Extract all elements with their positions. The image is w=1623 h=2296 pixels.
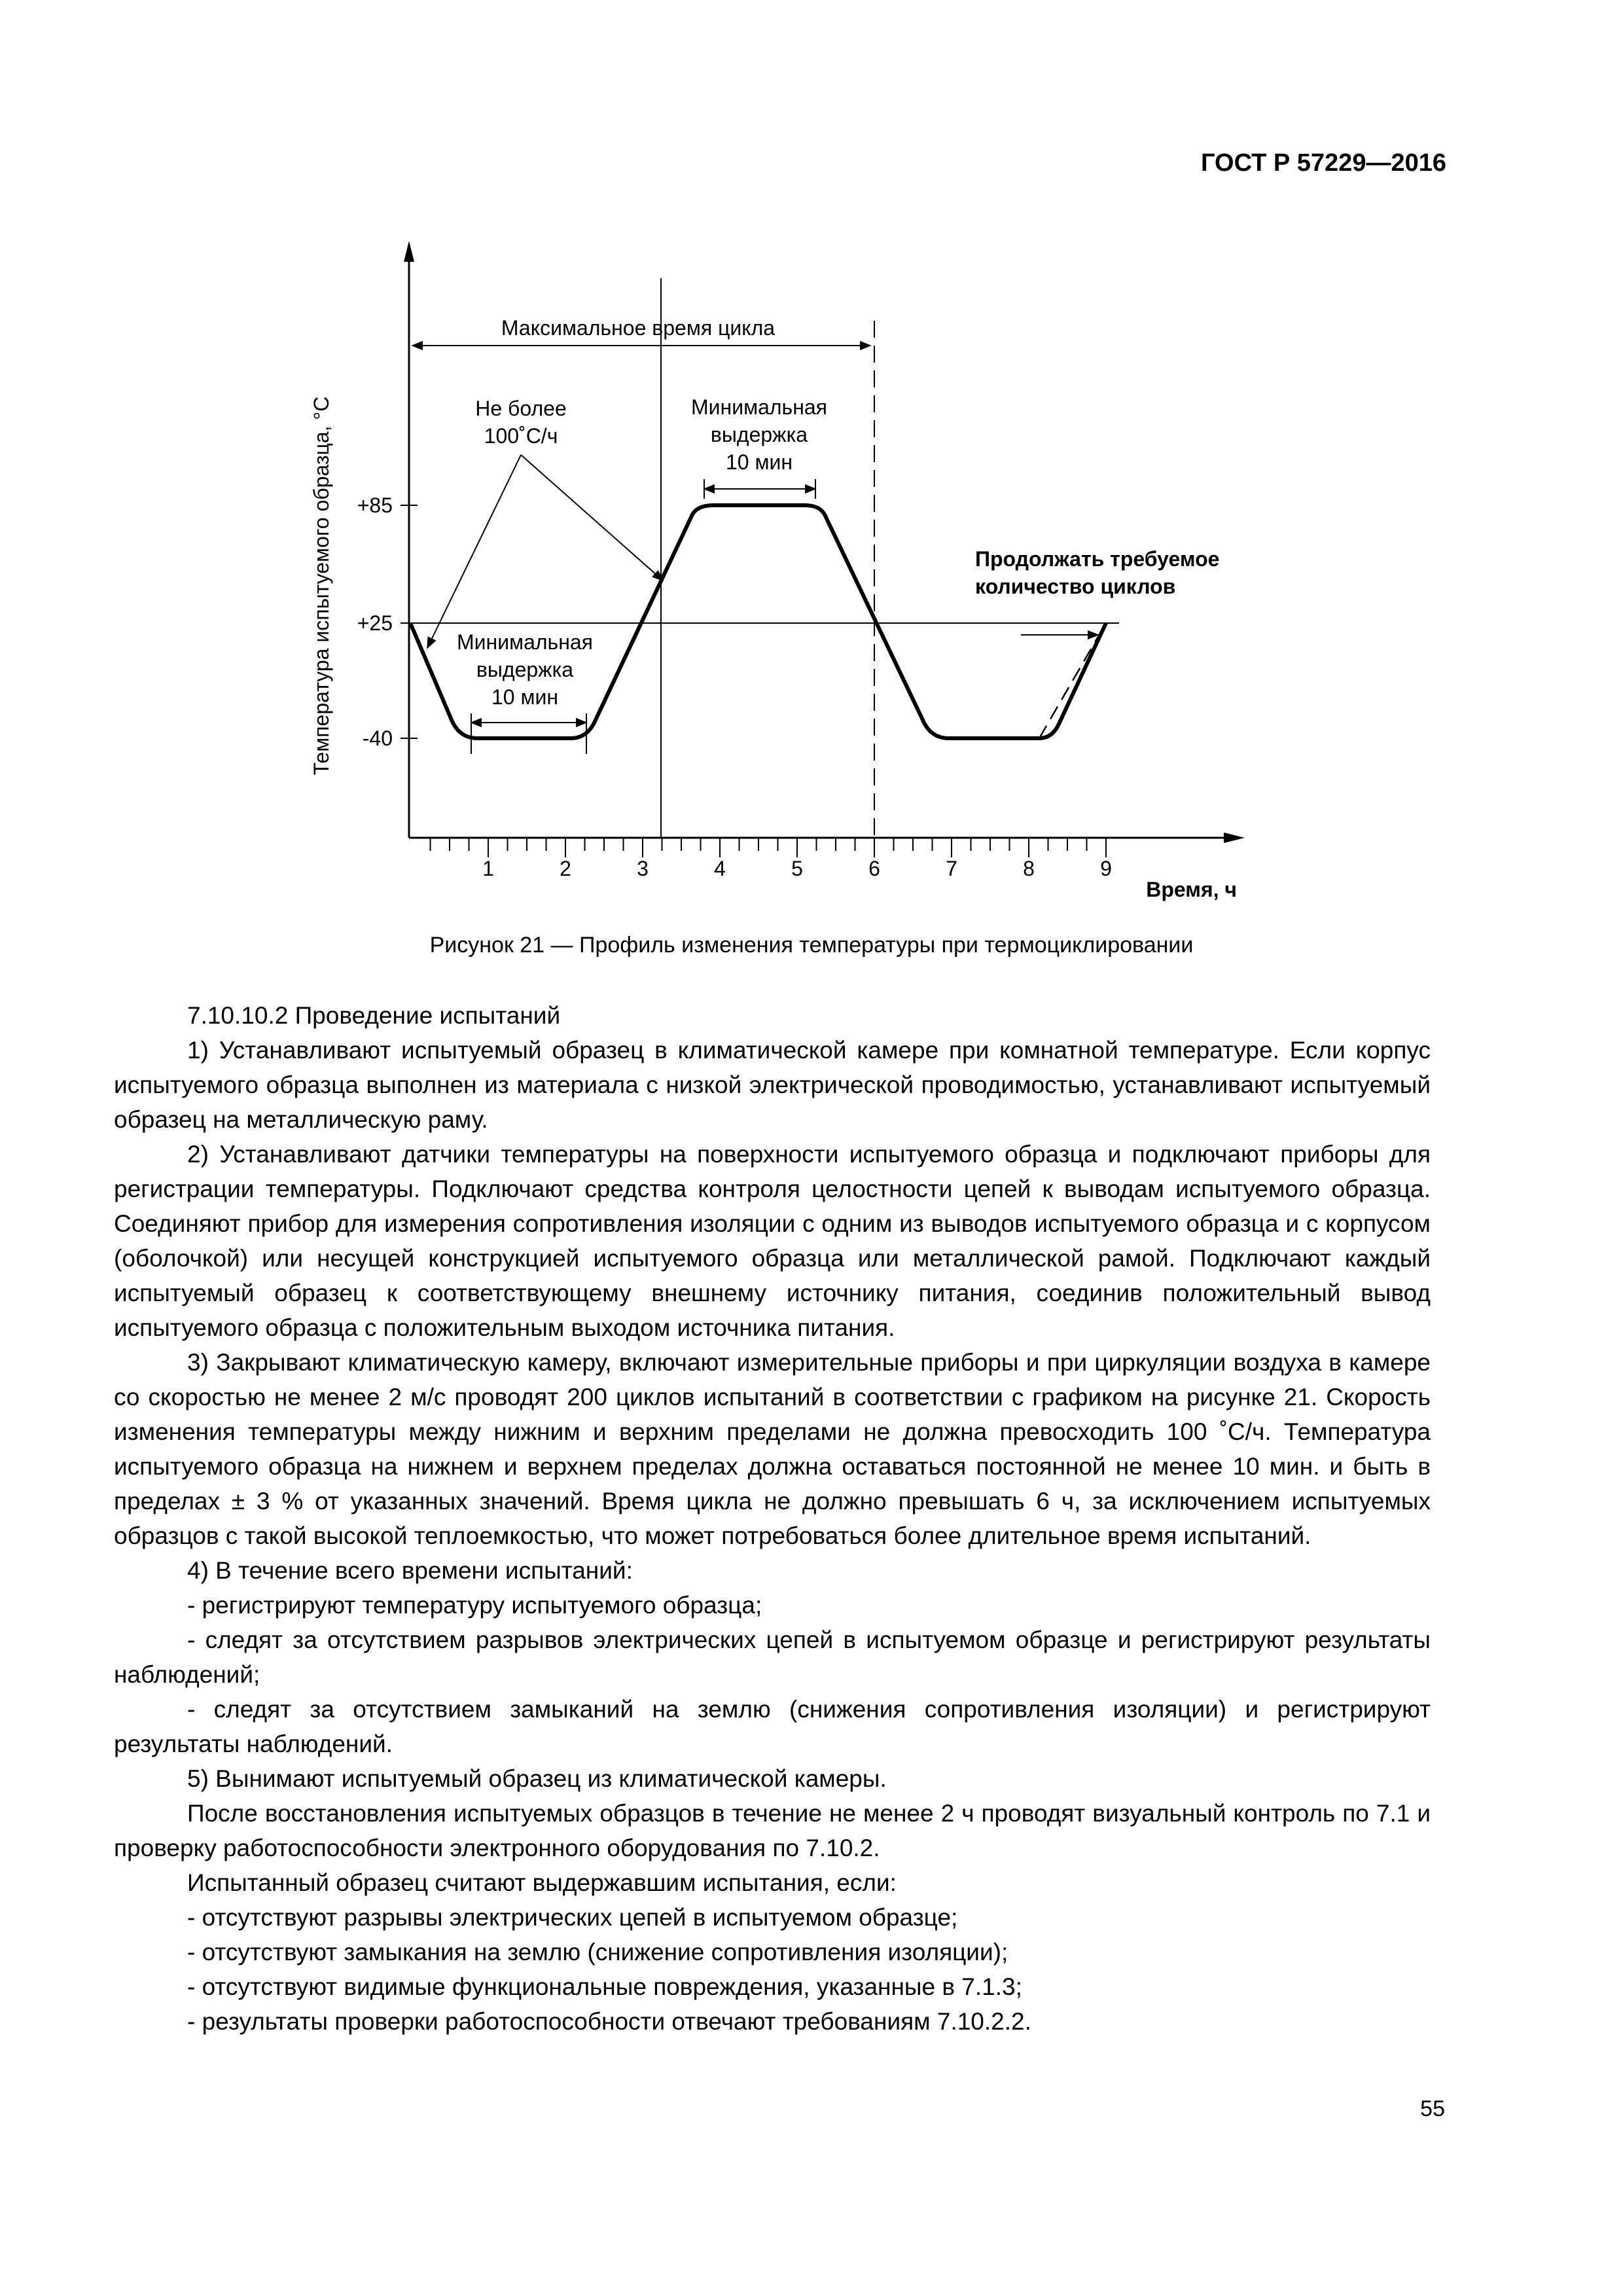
section-body	[114, 998, 1431, 2039]
dwell-bottom-line1: Минимальная	[456, 630, 594, 654]
paragraph-7: Испытанный образец считают выдержавшим испытания, если:	[187, 1869, 897, 1896]
rate-pointer-left	[427, 455, 521, 648]
y-axis-arrow	[404, 241, 414, 262]
y-axis-label: Температура испытуемого образца, °С	[310, 396, 333, 776]
rate-label-line1: Не более	[475, 397, 567, 420]
rate-pointer-right	[521, 455, 663, 581]
x-tick-label-4: 4	[714, 857, 726, 880]
continue-label-line1: Продолжать требуемое	[975, 547, 1220, 571]
x-tick-label-1: 1	[482, 857, 494, 880]
max-cycle-time-label: Максимальное время цикла	[501, 316, 776, 340]
section-heading: 7.10.10.2 Проведение испытаний	[187, 1002, 561, 1029]
x-axis-label: Время, ч	[1146, 878, 1237, 901]
temperature-profile-figure	[288, 223, 1309, 910]
alternate-profile-dashed	[1039, 623, 1106, 738]
list-item: - следят за отсутствием замыканий на землю (снижения сопротивления изоляции) и регистрируют результаты наблюдений.	[114, 1696, 1431, 1757]
document-header: ГОСТ Р 57229—2016	[1201, 149, 1446, 177]
y-tick-label-25: +25	[357, 611, 393, 635]
x-axis-arrow	[1224, 833, 1245, 843]
paragraph-2: 2) Устанавливают датчики температуры на поверхности испытуемого образца и подключают приборы для регистрации температуры. Подключают средства контроля целостности цепей к выводам испытуемого образца. Соединяют прибор для измерения сопротивления изоляции с одним из выводов испытуемого образца и с корпусом (оболочкой) или несущей конструкцией испытуемого образца или металлической рамой. Подключают каждый испытуемый образец к соответствующему внешнему источнику питания, соединив положительный вывод испытуемого образца с положительным выходом источника питания.	[114, 1141, 1431, 1341]
list-item: - отсутствуют разрывы электрических цепей в испытуемом образце;	[187, 1904, 958, 1931]
page-number: 55	[1420, 2096, 1445, 2121]
temperature-profile-chart	[288, 223, 1309, 910]
continue-label-line2: количество циклов	[975, 575, 1176, 598]
x-tick-label-6: 6	[868, 857, 880, 880]
dwell-top-line3: 10 мин	[725, 450, 793, 474]
paragraph-6: После восстановления испытуемых образцов в течение не менее 2 ч проводят визуальный контроль по 7.1 и проверку работоспособности электронного оборудования по 7.10.2.	[114, 1800, 1431, 1861]
paragraph-1: 1) Устанавливают испытуемый образец в климатической камере при комнатной температуре. Если корпус испытуемого образца выполнен из материала с низкой электрической проводимостью, устанавливают испытуемый образец на металлическую раму.	[114, 1037, 1431, 1133]
paragraph-3: 3) Закрывают климатическую камеру, включают измерительные приборы и при циркуляции воздуха в камере со скоростью не менее 2 м/с проводят 200 циклов испытаний в соответствии с графиком на рисунке 21. Скорость изменения температуры между нижним и верхним пределами не должна превосходить 100 ˚С/ч. Температура испытуемого образца на нижнем и верхнем пределах должна оставаться постоянной не менее 10 мин. и быть в пределах ± 3 % от указанных значений. Время цикла не должно превышать 6 ч, за исключением испытуемых образцов с такой высокой теплоемкостью, что может потребоваться более длительное время испытаний.	[114, 1349, 1431, 1549]
paragraph-5: 5) Вынимают испытуемый образец из климатической камеры.	[187, 1765, 887, 1792]
x-tick-label-9: 9	[1100, 857, 1112, 880]
dwell-bottom-line3: 10 мин	[491, 685, 559, 709]
x-tick-label-8: 8	[1023, 857, 1035, 880]
list-item: - результаты проверки работоспособности отвечают требованиям 7.10.2.2.	[187, 2008, 1031, 2035]
dwell-top-line1: Минимальная	[690, 395, 828, 419]
rate-label-line2: 100˚С/ч	[484, 424, 558, 448]
list-item: - следят за отсутствием разрывов электрических цепей в испытуемом образце и регистрируют результаты наблюдений;	[114, 1626, 1431, 1688]
y-tick-label-85: +85	[357, 493, 393, 517]
list-item: - регистрируют температуру испытуемого образца;	[187, 1592, 762, 1619]
x-tick-label-7: 7	[946, 857, 957, 880]
x-minor-ticks	[431, 838, 1107, 857]
dwell-top-line2: выдержка	[710, 423, 808, 446]
list-item: - отсутствуют видимые функциональные повреждения, указанные в 7.1.3;	[187, 1973, 1022, 2000]
list-item: - отсутствуют замыкания на землю (снижение сопротивления изоляции);	[187, 1939, 1008, 1965]
dwell-bottom-line2: выдержка	[476, 658, 574, 681]
x-tick-labels	[482, 857, 1112, 880]
y-tick-label-minus40: -40	[362, 726, 393, 750]
x-tick-label-5: 5	[791, 857, 803, 880]
x-tick-label-3: 3	[637, 857, 649, 880]
figure-caption: Рисунок 21 — Профиль изменения температуры при термоциклировании	[429, 933, 1194, 958]
paragraph-4: 4) В течение всего времени испытаний:	[187, 1557, 633, 1584]
x-tick-label-2: 2	[560, 857, 571, 880]
